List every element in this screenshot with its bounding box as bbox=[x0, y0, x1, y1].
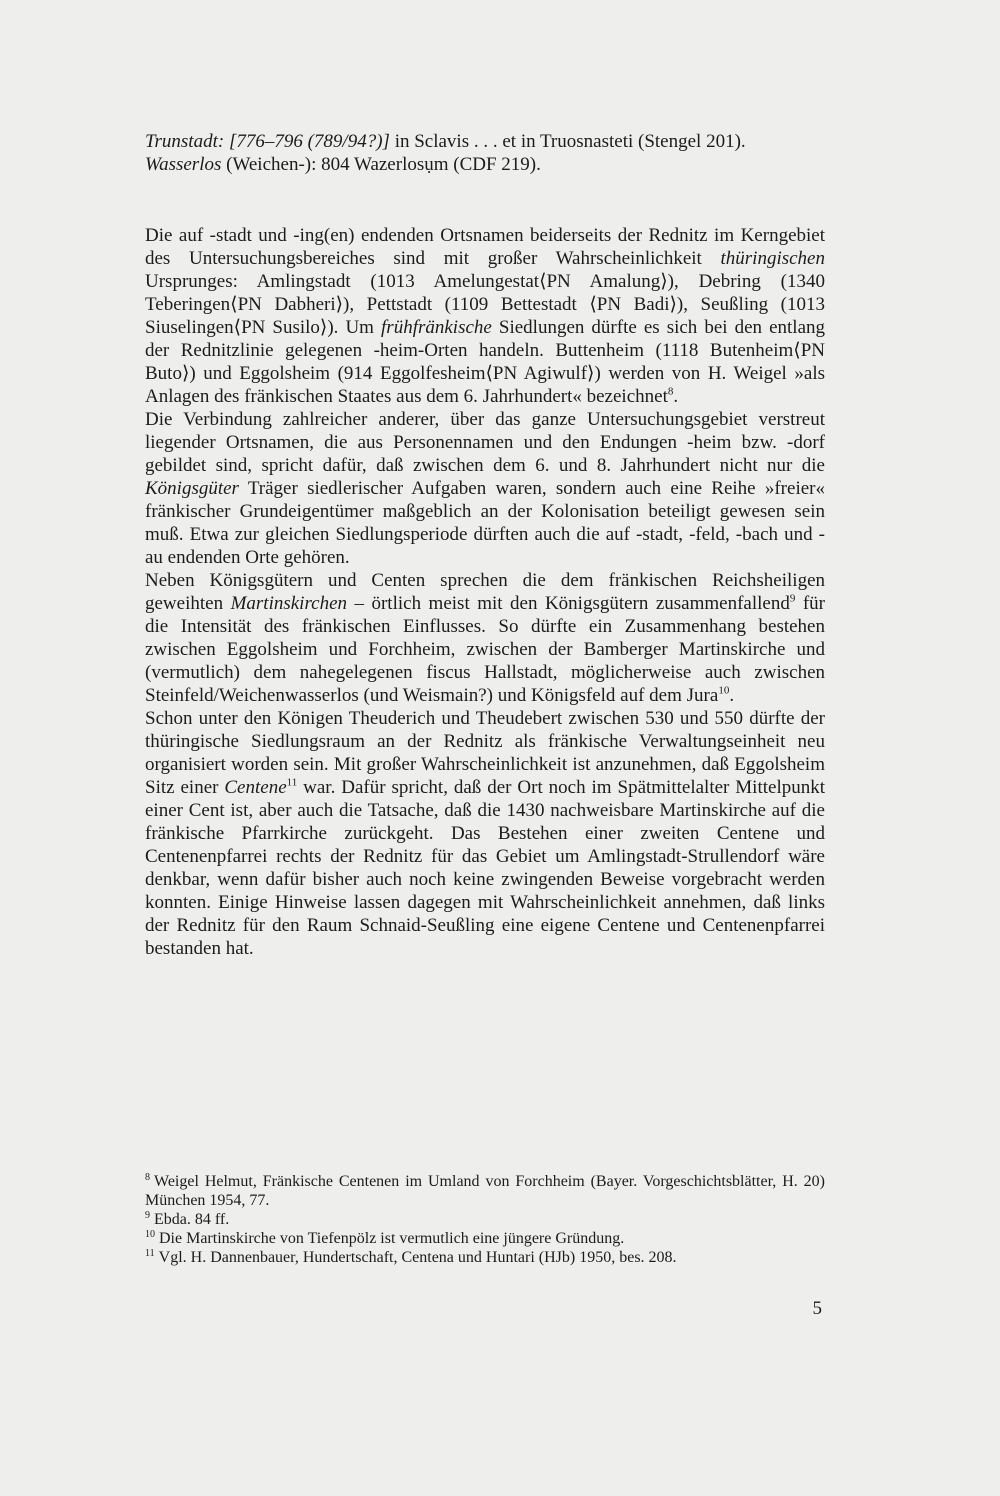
footnote-ref[interactable]: 9 bbox=[789, 592, 796, 605]
footnote-text: Die Martinskirche von Tiefenpölz ist vermutlich eine jüngere Gründung. bbox=[159, 1230, 625, 1247]
footnotes bbox=[145, 1172, 825, 1267]
entry-wasserlos bbox=[145, 153, 825, 176]
footnote-text: Weigel Helmut, Fränkische Centenen im Umland von Forchheim (Bayer. Vorgeschichtsblätter, H. 20) München 1954, 77. bbox=[145, 1173, 825, 1209]
entry-text: in Sclavis . . . et in Truosnasteti (Stengel 201). bbox=[389, 131, 746, 152]
footnote-8 bbox=[145, 1172, 825, 1210]
paragraph-settlement-names: Die Verbindung zahlreicher anderer, über das ganze Untersuchungsgebiet verstreut liegender Ortsnamen, die aus Personennamen und den Endungen -heim bzw. -dorf gebildet sind, spricht dafür, daß zwischen dem 6. und 8. Jahrhundert nicht nur die Königsgüter Träger siedlerischer Aufgaben waren, sondern auch eine Reihe »freier« fränkischer Grundeigentümer maßgeblich an der Kolonisation beteiligt gewesen sein muß. Etwa zur gleichen Siedlungsperiode dürften auch die auf -stadt, -feld, -bach und -au endenden Orte gehören. bbox=[145, 409, 825, 568]
footnote-ref[interactable]: 10 bbox=[718, 684, 730, 697]
entry-trunstadt bbox=[145, 130, 825, 153]
entry-name: Trunstadt: bbox=[145, 131, 225, 152]
footnote-text: Ebda. 84 ff. bbox=[154, 1211, 230, 1228]
page-number: 5 bbox=[812, 1298, 822, 1319]
footnote-ref[interactable]: 11 bbox=[286, 776, 298, 789]
entry-name: Wasserlos bbox=[145, 154, 222, 175]
paragraph-martin-churches: Neben Königsgütern und Centen sprechen die dem fränkischen Reichsheiligen geweihten Martinskirchen – örtlich meist mit den Königsgütern zusammenfallend$^9$ für die Intensität des fränkischen Einflusses. So dürfte ein Zusammenhang bestehen zwischen Eggolsheim und Forchheim, zwischen der Bamberger Martinskirche und (vermutlich) dem nahegelegenen fiscus Hallstadt, möglicherweise auch zwischen Steinfeld/Weichenwasserlos (und Weismain?) und Königsfeld auf dem Jura$^{10}$. bbox=[145, 570, 825, 706]
footnote-9 bbox=[145, 1210, 825, 1229]
footnote-10 bbox=[145, 1229, 825, 1248]
footnote-11 bbox=[145, 1248, 825, 1267]
paragraph-thuringian-origins: Die auf -stadt und -ing(en) endenden Ortsnamen beiderseits der Rednitz im Kerngebiet des Untersuchungsbereiches sind mit großer Wahrscheinlichkeit thüringischen Ursprunges: Amlingstadt (1013 Amelungestat⟨PN Amalung⟩), Debring (1340 Teberingen⟨PN Dabheri⟩), Pettstadt (1109 Bettestadt ⟨PN Badi⟩), Seußling (1013 Siuselingen⟨PN Susilo⟩). Um frühfränkische Siedlungen dürfte es sich bei den entlang der Rednitzlinie gelegenen -heim-Orten handeln. Buttenheim (1118 Butenheim⟨PN Buto⟩) und Eggolsheim (914 Eggolfesheim⟨PN Agiwulf⟩) werden von H. Weigel »als Anlagen des fränkischen Staates aus dem 6. Jahrhundert« bezeichnet$^8$. bbox=[145, 225, 826, 407]
footnote-ref[interactable]: 8 bbox=[667, 385, 674, 398]
entry-date: [776–796 (789/94?)] bbox=[228, 131, 390, 152]
footnote-number: 8 bbox=[145, 1171, 150, 1183]
footnote-number: 11 bbox=[145, 1247, 155, 1259]
place-name-entries bbox=[145, 130, 825, 176]
footnote-number: 10 bbox=[145, 1228, 155, 1240]
paragraph-centene: Schon unter den Königen Theuderich und Theudebert zwischen 530 und 550 dürfte der thüringische Siedlungsraum an der Rednitz als fränkische Verwaltungseinheit neu organisiert worden sein. Mit großer Wahrscheinlichkeit ist anzunehmen, daß Eggolsheim Sitz einer Centene$^{11}$ war. Dafür spricht, daß der Ort noch im Spätmittelalter Mittelpunkt einer Cent ist, aber auch die Tatsache, daß die 1430 nachweisbare Martinskirche auf die fränkische Pfarrkirche zurückgeht. Das Bestehen einer zweiten Centene und Centenenpfarrei rechts der Rednitz für das Gebiet um Amlingstadt-Strullendorf wäre denkbar, wenn dafür bisher auch noch keine zwingenden Beweise vorgebracht werden konnten. Einige Hinweise lassen dagegen mit Wahrscheinlichkeit annehmen, daß links der Rednitz für den Raum Schnaid-Seußling eine eigene Centene und Centenenpfarrei bestanden hat. bbox=[145, 708, 825, 959]
footnote-text: Vgl. H. Dannenbauer, Hundertschaft, Centena und Huntari (HJb) 1950, bes. 208. bbox=[158, 1249, 677, 1266]
footnote-number: 9 bbox=[145, 1209, 150, 1221]
main-text bbox=[145, 224, 825, 960]
entry-text: (Weichen-): 804 Wazerlosụm (CDF 219). bbox=[221, 154, 541, 175]
